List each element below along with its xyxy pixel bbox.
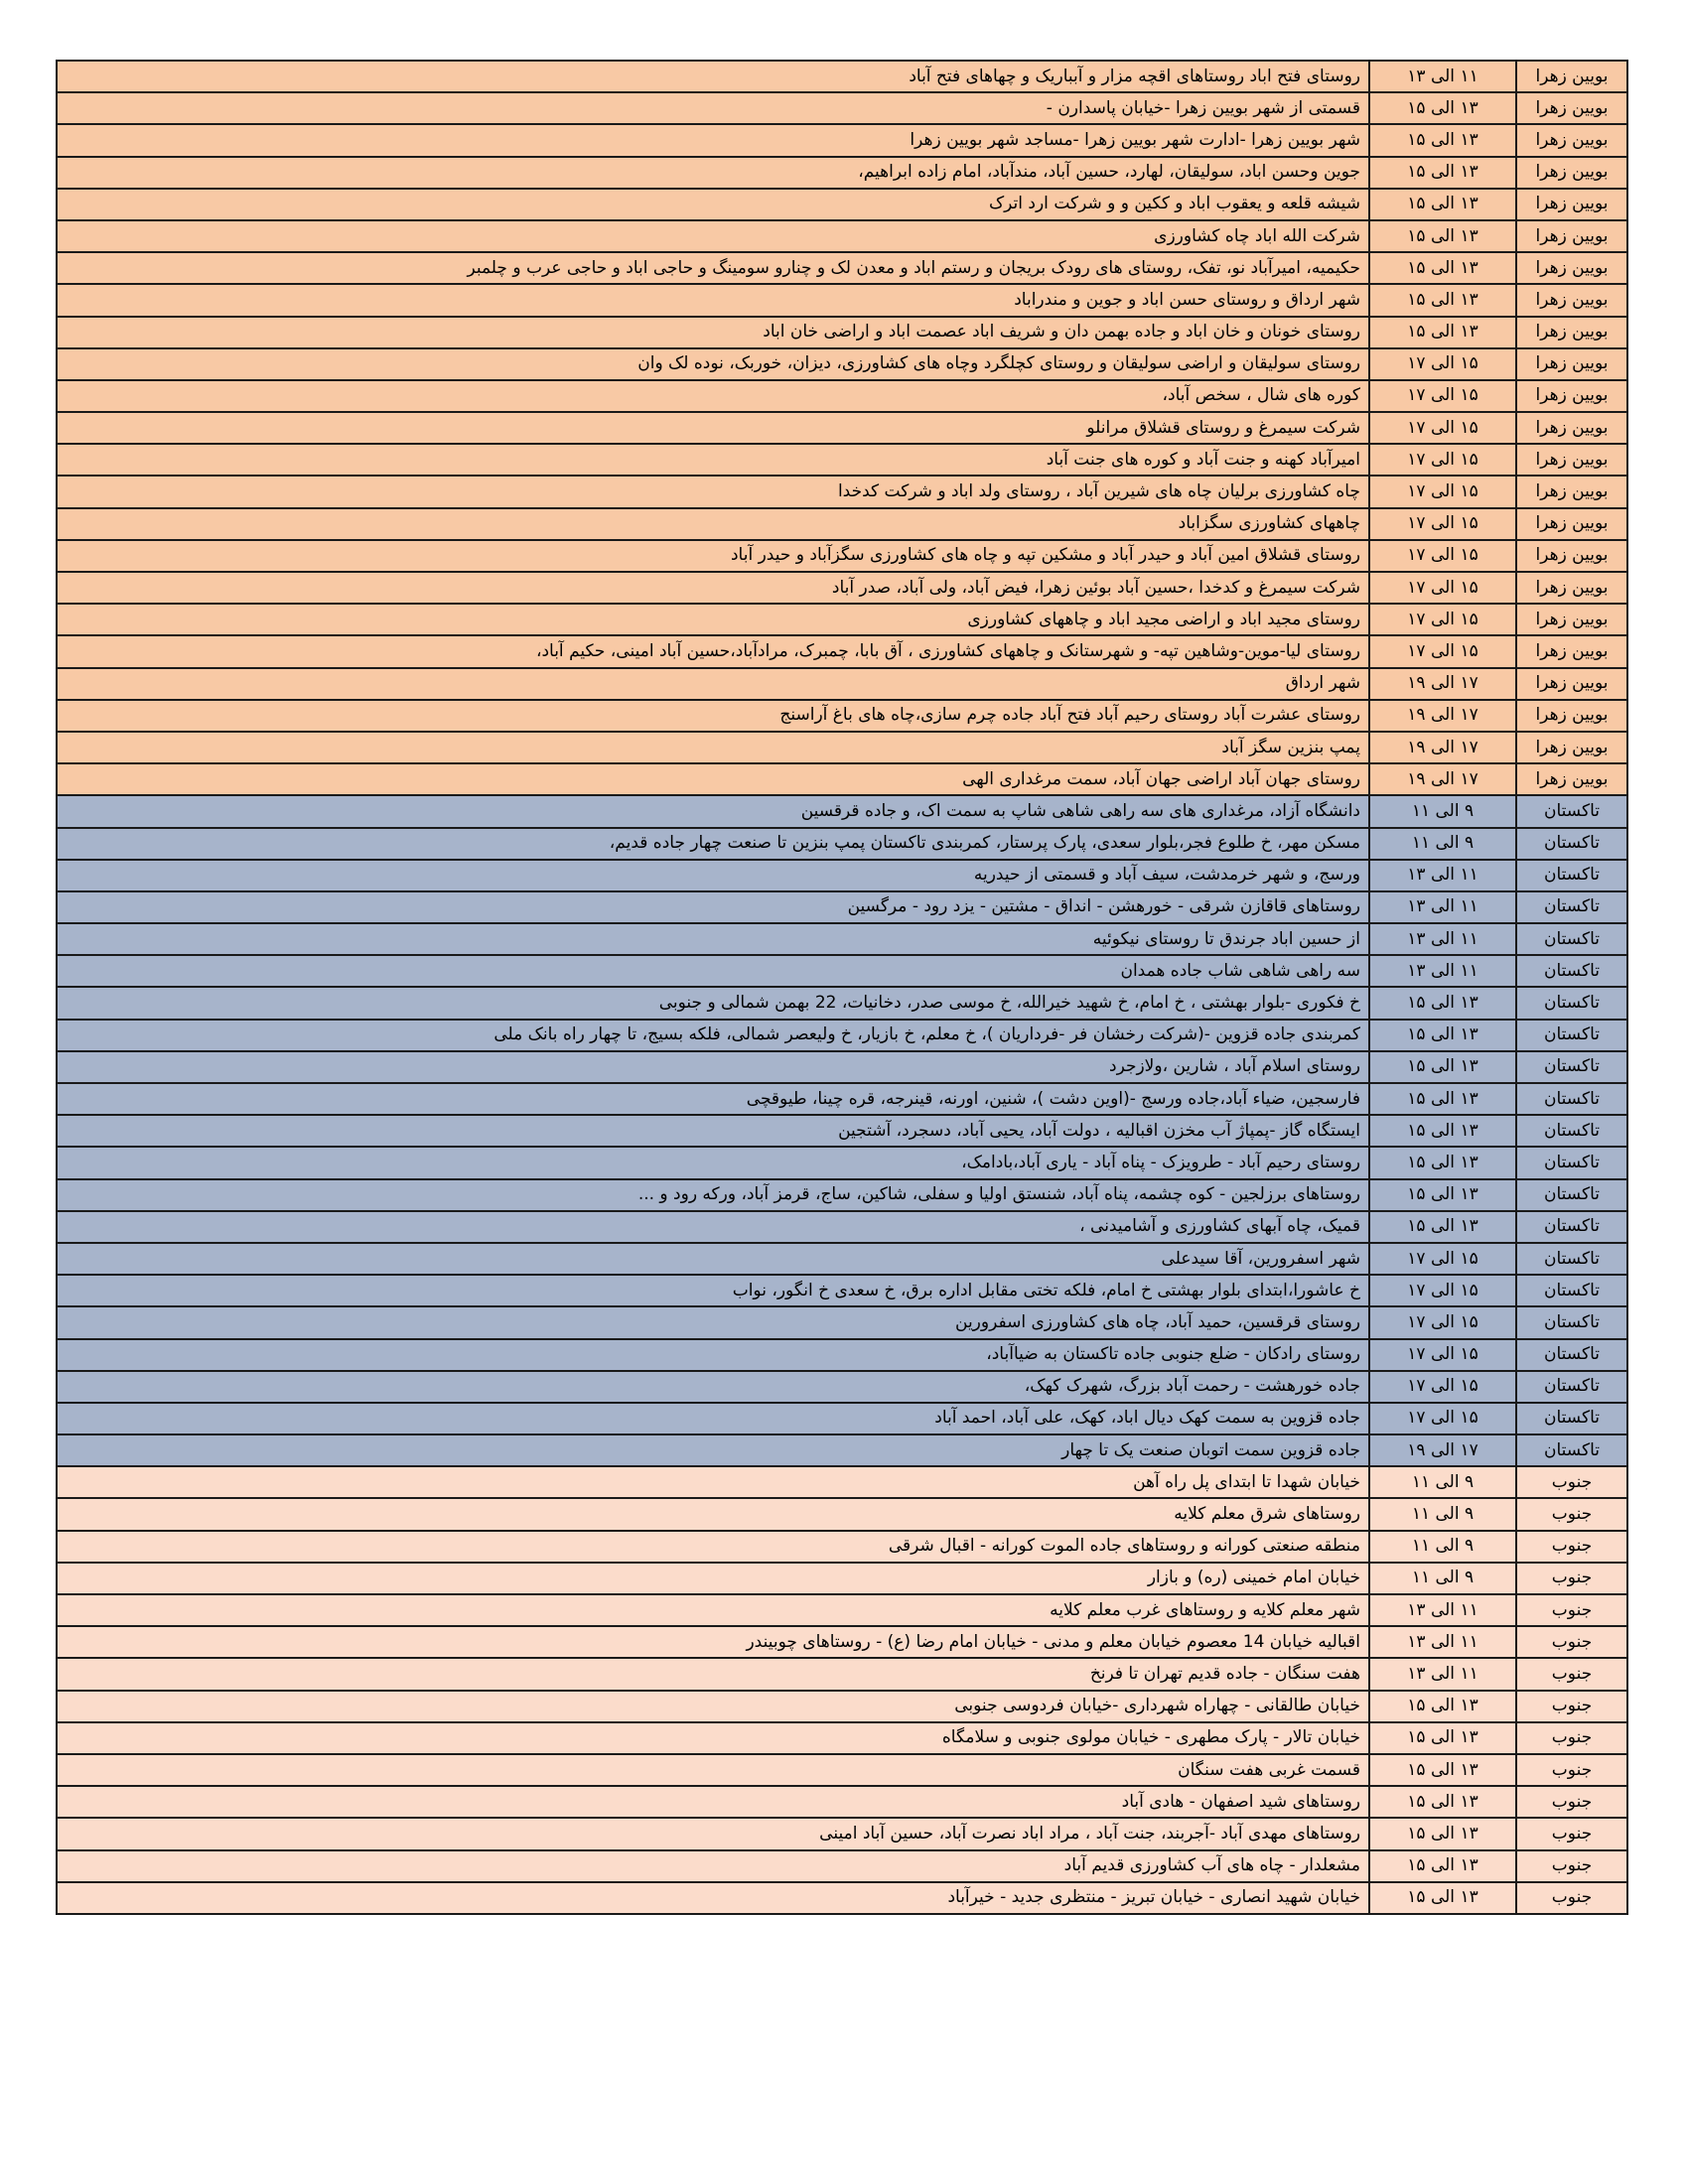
area-cell: جنوب (1516, 1850, 1627, 1882)
table-row (57, 508, 1627, 540)
area-cell: تاکستان (1516, 1147, 1627, 1178)
time-cell: ۱۵ الی ۱۷ (1369, 412, 1516, 444)
time-cell: ۹ الی ۱۱ (1369, 1563, 1516, 1594)
area-cell: بویین زهرا (1516, 604, 1627, 635)
time-cell: ۱۳ الی ۱۵ (1369, 1179, 1516, 1211)
location-cell: شرکت سیمرغ و کدخدا ،حسین آباد بوئین زهرا، فیض آباد، ولی آباد، صدر آباد (57, 572, 1369, 604)
time-cell: ۱۷ الی ۱۹ (1369, 700, 1516, 732)
time-cell: ۱۵ الی ۱۷ (1369, 540, 1516, 572)
area-cell: جنوب (1516, 1466, 1627, 1498)
table-row (57, 923, 1627, 955)
time-cell: ۹ الی ۱۱ (1369, 1466, 1516, 1498)
location-cell: شرکت الله اباد چاه کشاورزی (57, 220, 1369, 252)
location-cell: روستاهای برزلجین - کوه چشمه، پناه آباد، شنستق اولیا و سفلی، شاکین، ساج، قرمز آباد، ورکه رود و ... (57, 1179, 1369, 1211)
time-cell: ۱۱ الی ۱۳ (1369, 860, 1516, 891)
table-row (57, 124, 1627, 156)
table-row (57, 1434, 1627, 1466)
location-cell: حکیمیه، امیرآباد نو، تفک، روستای های رودک بریجان و رستم اباد و معدن لک و چنارو سومینگ و حاجی اباد و حاجی عرب و چلمبر (57, 252, 1369, 284)
time-cell: ۱۳ الی ۱۵ (1369, 189, 1516, 220)
location-cell: شهر ارداق و روستای حسن اباد و جوین و مندراباد (57, 284, 1369, 316)
area-cell: جنوب (1516, 1658, 1627, 1690)
time-cell: ۱۵ الی ۱۷ (1369, 380, 1516, 412)
location-cell: مشعلدار - چاه های آب کشاورزی قدیم آباد (57, 1850, 1369, 1882)
time-cell: ۱۷ الی ۱۹ (1369, 732, 1516, 763)
area-cell: بویین زهرا (1516, 572, 1627, 604)
area-cell: بویین زهرا (1516, 508, 1627, 540)
time-cell: ۱۳ الی ۱۵ (1369, 1850, 1516, 1882)
table-row (57, 220, 1627, 252)
table-row (57, 1211, 1627, 1243)
table-row (57, 284, 1627, 316)
table-row (57, 348, 1627, 380)
time-cell: ۱۳ الی ۱۵ (1369, 1020, 1516, 1051)
area-cell: جنوب (1516, 1882, 1627, 1914)
time-cell: ۱۳ الی ۱۵ (1369, 1786, 1516, 1818)
time-cell: ۱۷ الی ۱۹ (1369, 763, 1516, 795)
time-cell: ۱۷ الی ۱۹ (1369, 668, 1516, 700)
location-cell: چاههای کشاورزی سگزاباد (57, 508, 1369, 540)
location-cell: منطقه صنعتی کورانه و روستاهای جاده الموت کورانه - اقبال شرقی (57, 1531, 1369, 1563)
area-cell: تاکستان (1516, 1403, 1627, 1434)
location-cell: شرکت سیمرغ و روستای قشلاق مرانلو (57, 412, 1369, 444)
area-cell: تاکستان (1516, 860, 1627, 891)
area-cell: بویین زهرا (1516, 476, 1627, 507)
time-cell: ۱۵ الی ۱۷ (1369, 1339, 1516, 1371)
area-cell: بویین زهرا (1516, 668, 1627, 700)
location-cell: روستای خونان و خان اباد و جاده بهمن دان و شریف اباد عصمت اباد و اراضی خان اباد (57, 317, 1369, 348)
table-row (57, 1306, 1627, 1338)
location-cell: روستاهای شرق معلم کلایه (57, 1498, 1369, 1530)
location-cell: خ عاشورا،ابتدای بلوار بهشتی خ امام، فلکه تختی مقابل اداره برق، خ سعدی خ انگور، نواب (57, 1275, 1369, 1306)
time-cell: ۱۵ الی ۱۷ (1369, 476, 1516, 507)
table-row (57, 61, 1627, 92)
location-cell: خیابان تالار - پارک مطهری - خیابان مولوی جنوبی و سلامگاه (57, 1722, 1369, 1754)
area-cell: تاکستان (1516, 1211, 1627, 1243)
area-cell: بویین زهرا (1516, 635, 1627, 667)
location-cell: کوره های شال ، سخص آباد، (57, 380, 1369, 412)
location-cell: روستاهای مهدی آباد -آجربند، جنت آباد ، مراد اباد نصرت آباد، حسین آباد امینی (57, 1818, 1369, 1849)
location-cell: جاده خورهشت - رحمت آباد بزرگ، شهرک کهک، (57, 1371, 1369, 1403)
time-cell: ۱۵ الی ۱۷ (1369, 1371, 1516, 1403)
location-cell: روستاهای شید اصفهان - هادی آباد (57, 1786, 1369, 1818)
table-row (57, 1466, 1627, 1498)
table-row (57, 700, 1627, 732)
area-cell: بویین زهرا (1516, 92, 1627, 124)
time-cell: ۱۳ الی ۱۵ (1369, 1083, 1516, 1115)
location-cell: جوین وحسن اباد، سولیقان، لهارد، حسین آباد، مندآباد، امام زاده ابراهیم، (57, 157, 1369, 189)
area-cell: بویین زهرا (1516, 732, 1627, 763)
time-cell: ۱۵ الی ۱۷ (1369, 604, 1516, 635)
table-row (57, 1083, 1627, 1115)
location-cell: روستای مجید اباد و اراضی مجید اباد و چاههای کشاورزی (57, 604, 1369, 635)
time-cell: ۱۳ الی ۱۵ (1369, 220, 1516, 252)
area-cell: تاکستان (1516, 1083, 1627, 1115)
location-cell: روستای جهان آباد اراضی جهان آباد، سمت مرغداری الهی (57, 763, 1369, 795)
time-cell: ۱۵ الی ۱۷ (1369, 1243, 1516, 1275)
area-cell: بویین زهرا (1516, 124, 1627, 156)
time-cell: ۱۳ الی ۱۵ (1369, 1211, 1516, 1243)
table-row (57, 1882, 1627, 1914)
location-cell: خ فکوری -بلوار بهشتی ، خ امام، خ شهید خیرالله، خ موسی صدر، دخانیات، 22 بهمن شمالی و جنوبی (57, 987, 1369, 1019)
table-row (57, 1179, 1627, 1211)
table-row (57, 1818, 1627, 1849)
location-cell: امیرآباد کهنه و جنت آباد و کوره های جنت آباد (57, 444, 1369, 476)
time-cell: ۱۱ الی ۱۳ (1369, 955, 1516, 987)
time-cell: ۱۳ الی ۱۵ (1369, 124, 1516, 156)
time-cell: ۱۳ الی ۱۵ (1369, 1882, 1516, 1914)
location-cell: جاده قزوین سمت اتوبان صنعت یک تا چهار (57, 1434, 1369, 1466)
time-cell: ۱۳ الی ۱۵ (1369, 317, 1516, 348)
table-row (57, 1658, 1627, 1690)
area-cell: تاکستان (1516, 1275, 1627, 1306)
area-cell: بویین زهرا (1516, 380, 1627, 412)
area-cell: بویین زهرا (1516, 189, 1627, 220)
location-cell: قسمت غربی هفت سنگان (57, 1754, 1369, 1786)
area-cell: تاکستان (1516, 795, 1627, 827)
area-cell: تاکستان (1516, 828, 1627, 860)
location-cell: روستای اسلام آباد ، شارین ،ولازجرد (57, 1051, 1369, 1083)
table-row (57, 1243, 1627, 1275)
table-row (57, 635, 1627, 667)
table-row (57, 412, 1627, 444)
table-row (57, 1403, 1627, 1434)
location-cell: روستای سولیقان و اراضی سولیقان و روستای کچلگرد وچاه های کشاورزی، دیزان، خوربک، نوده لک وان (57, 348, 1369, 380)
area-cell: تاکستان (1516, 923, 1627, 955)
time-cell: ۱۵ الی ۱۷ (1369, 348, 1516, 380)
time-cell: ۱۳ الی ۱۵ (1369, 157, 1516, 189)
location-cell: دانشگاه آزاد، مرغداری های سه راهی شاهی شاپ به سمت اک، و جاده قرقسین (57, 795, 1369, 827)
area-cell: تاکستان (1516, 891, 1627, 923)
table-row (57, 444, 1627, 476)
table-row (57, 1594, 1627, 1626)
location-cell: خیابان شهید انصاری - خیابان تبریز - منتظری جدید - خیرآباد (57, 1882, 1369, 1914)
area-cell: جنوب (1516, 1691, 1627, 1722)
area-cell: بویین زهرا (1516, 412, 1627, 444)
time-cell: ۹ الی ۱۱ (1369, 1531, 1516, 1563)
table-row (57, 476, 1627, 507)
table-row (57, 860, 1627, 891)
area-cell: بویین زهرا (1516, 700, 1627, 732)
table-row (57, 380, 1627, 412)
table-row (57, 732, 1627, 763)
area-cell: جنوب (1516, 1498, 1627, 1530)
table-row (57, 1020, 1627, 1051)
area-cell: بویین زهرا (1516, 540, 1627, 572)
table-row (57, 891, 1627, 923)
location-cell: خیابان شهدا تا ابتدای پل راه آهن (57, 1466, 1369, 1498)
area-cell: بویین زهرا (1516, 284, 1627, 316)
time-cell: ۱۳ الی ۱۵ (1369, 1691, 1516, 1722)
location-cell: سه راهی شاهی شاب جاده همدان (57, 955, 1369, 987)
time-cell: ۱۳ الی ۱۵ (1369, 284, 1516, 316)
location-cell: خیابان امام خمینی (ره) و بازار (57, 1563, 1369, 1594)
table-row (57, 252, 1627, 284)
time-cell: ۱۳ الی ۱۵ (1369, 1722, 1516, 1754)
time-cell: ۱۵ الی ۱۷ (1369, 508, 1516, 540)
table-row (57, 1371, 1627, 1403)
area-cell: بویین زهرا (1516, 61, 1627, 92)
table-row (57, 572, 1627, 604)
table-row (57, 317, 1627, 348)
time-cell: ۱۵ الی ۱۷ (1369, 572, 1516, 604)
location-cell: از حسین اباد جرندق تا روستای نیکوئیه (57, 923, 1369, 955)
area-cell: بویین زهرا (1516, 317, 1627, 348)
area-cell: بویین زهرا (1516, 348, 1627, 380)
time-cell: ۱۳ الی ۱۵ (1369, 1051, 1516, 1083)
location-cell: اقبالیه خیابان 14 معصوم خیابان معلم و مدنی - خیابان امام رضا (ع) - روستاهای چوبیندر (57, 1626, 1369, 1658)
location-cell: روستای قرقسین، حمید آباد، چاه های کشاورزی اسفرورین (57, 1306, 1369, 1338)
area-cell: جنوب (1516, 1722, 1627, 1754)
area-cell: تاکستان (1516, 1020, 1627, 1051)
table-row (57, 1754, 1627, 1786)
location-cell: مسکن مهر، خ طلوع فجر،بلوار سعدی، پارک پرستار، کمربندی تاکستان پمپ بنزین تا صنعت چهار جاده قدیم، (57, 828, 1369, 860)
location-cell: کمربندی جاده قزوین -(شرکت رخشان فر -فرداریان )، خ معلم، خ بازیار، خ ولیعصر شمالی، فلکه بسیج، تا چهار راه بانک ملی (57, 1020, 1369, 1051)
location-cell: قسمتی از شهر بویین زهرا -خیابان پاسدارن - (57, 92, 1369, 124)
table-row (57, 157, 1627, 189)
table-row (57, 1563, 1627, 1594)
area-cell: بویین زهرا (1516, 252, 1627, 284)
table-row (57, 189, 1627, 220)
location-cell: پمپ بنزین سگز آباد (57, 732, 1369, 763)
area-cell: جنوب (1516, 1563, 1627, 1594)
time-cell: ۱۳ الی ۱۵ (1369, 987, 1516, 1019)
area-cell: بویین زهرا (1516, 157, 1627, 189)
time-cell: ۹ الی ۱۱ (1369, 795, 1516, 827)
location-cell: روستای رحیم آباد - طرویزک - پناه آباد - یاری آباد،بادامک، (57, 1147, 1369, 1178)
area-cell: تاکستان (1516, 1434, 1627, 1466)
table-row (57, 1626, 1627, 1658)
table-row (57, 1339, 1627, 1371)
time-cell: ۱۵ الی ۱۷ (1369, 1275, 1516, 1306)
time-cell: ۱۱ الی ۱۳ (1369, 61, 1516, 92)
location-cell: شهر بویین زهرا -ادارت شهر بویین زهرا -مساجد شهر بویین زهرا (57, 124, 1369, 156)
area-cell: تاکستان (1516, 1115, 1627, 1147)
location-cell: شیشه قلعه و یعقوب اباد و ککین و و شرکت ارد اترک (57, 189, 1369, 220)
time-cell: ۹ الی ۱۱ (1369, 828, 1516, 860)
location-cell: قمیک، چاه آبهای کشاورزی و آشامیدنی ، (57, 1211, 1369, 1243)
time-cell: ۱۵ الی ۱۷ (1369, 1306, 1516, 1338)
table-row (57, 604, 1627, 635)
time-cell: ۱۵ الی ۱۷ (1369, 1403, 1516, 1434)
location-cell: جاده قزوین به سمت کهک دیال اباد، کهک، علی آباد، احمد آباد (57, 1403, 1369, 1434)
table-row (57, 1051, 1627, 1083)
time-cell: ۱۳ الی ۱۵ (1369, 252, 1516, 284)
time-cell: ۱۷ الی ۱۹ (1369, 1434, 1516, 1466)
table-row (57, 795, 1627, 827)
table-row (57, 955, 1627, 987)
area-cell: تاکستان (1516, 1179, 1627, 1211)
location-cell: هفت سنگان - جاده قدیم تهران تا فرنخ (57, 1658, 1369, 1690)
time-cell: ۱۳ الی ۱۵ (1369, 1147, 1516, 1178)
table-row (57, 1786, 1627, 1818)
table-row (57, 1147, 1627, 1178)
area-cell: جنوب (1516, 1786, 1627, 1818)
time-cell: ۱۵ الی ۱۷ (1369, 635, 1516, 667)
area-cell: تاکستان (1516, 1371, 1627, 1403)
time-cell: ۱۱ الی ۱۳ (1369, 1626, 1516, 1658)
location-cell: فارسجین، ضیاء آباد،جاده ورسج -(اوین دشت )، شنین، اورنه، قینرجه، قره چینا، طیوقچی (57, 1083, 1369, 1115)
location-cell: روستای لیا-موین-وشاهین تپه- و شهرستانک و چاههای کشاورزی ، آق بابا، چمبرک، مرادآباد،حسین آباد امینی، حکیم آباد، (57, 635, 1369, 667)
location-cell: چاه کشاورزی برلیان چاه های شیرین آباد ، روستای ولد اباد و شرکت کدخدا (57, 476, 1369, 507)
area-cell: تاکستان (1516, 1051, 1627, 1083)
area-cell: جنوب (1516, 1626, 1627, 1658)
outage-schedule-table (56, 60, 1628, 1915)
location-cell: خیابان طالقانی - چهاراه شهرداری -خیابان فردوسی جنوبی (57, 1691, 1369, 1722)
time-cell: ۱۳ الی ۱۵ (1369, 1818, 1516, 1849)
table-row (57, 1115, 1627, 1147)
location-cell: روستاهای قاقازن شرقی - خورهشن - انداق - مشتین - یزد رود - مرگسین (57, 891, 1369, 923)
area-cell: تاکستان (1516, 1339, 1627, 1371)
area-cell: بویین زهرا (1516, 444, 1627, 476)
time-cell: ۱۱ الی ۱۳ (1369, 891, 1516, 923)
area-cell: جنوب (1516, 1818, 1627, 1849)
location-cell: روستای عشرت آباد روستای رحیم آباد فتح آباد جاده چرم سازی،چاه های باغ آراسنج (57, 700, 1369, 732)
table-body (57, 61, 1627, 1914)
table-row (57, 828, 1627, 860)
time-cell: ۱۳ الی ۱۵ (1369, 1754, 1516, 1786)
table-row (57, 1691, 1627, 1722)
time-cell: ۱۳ الی ۱۵ (1369, 92, 1516, 124)
location-cell: شهر ارداق (57, 668, 1369, 700)
time-cell: ۱۱ الی ۱۳ (1369, 923, 1516, 955)
table-row (57, 1850, 1627, 1882)
table-row (57, 92, 1627, 124)
location-cell: شهر معلم کلایه و روستاهای غرب معلم کلایه (57, 1594, 1369, 1626)
time-cell: ۱۵ الی ۱۷ (1369, 444, 1516, 476)
location-cell: ورسج، و شهر خرمدشت، سیف آباد و قسمتی از حیدریه (57, 860, 1369, 891)
table-row (57, 668, 1627, 700)
area-cell: تاکستان (1516, 955, 1627, 987)
area-cell: جنوب (1516, 1531, 1627, 1563)
table-row (57, 763, 1627, 795)
area-cell: تاکستان (1516, 987, 1627, 1019)
area-cell: تاکستان (1516, 1306, 1627, 1338)
table-row (57, 1275, 1627, 1306)
time-cell: ۱۱ الی ۱۳ (1369, 1594, 1516, 1626)
time-cell: ۱۱ الی ۱۳ (1369, 1658, 1516, 1690)
area-cell: بویین زهرا (1516, 220, 1627, 252)
table-row (57, 1498, 1627, 1530)
time-cell: ۹ الی ۱۱ (1369, 1498, 1516, 1530)
table-row (57, 540, 1627, 572)
area-cell: بویین زهرا (1516, 763, 1627, 795)
area-cell: تاکستان (1516, 1243, 1627, 1275)
location-cell: روستای فتح اباد روستاهای اقچه مزار و آبباریک و چهاهای فتح آباد (57, 61, 1369, 92)
table-row (57, 1531, 1627, 1563)
area-cell: جنوب (1516, 1754, 1627, 1786)
location-cell: روستای قشلاق امین آباد و حیدر آباد و مشکین تپه و چاه های کشاورزی سگزآباد و حیدر آباد (57, 540, 1369, 572)
table-row (57, 1722, 1627, 1754)
location-cell: شهر اسفرورین، آقا سیدعلی (57, 1243, 1369, 1275)
location-cell: ایستگاه گاز -پمپاژ آب مخزن اقبالیه ، دولت آباد، یحیی آباد، دسجرد، آشتجین (57, 1115, 1369, 1147)
table-row (57, 987, 1627, 1019)
time-cell: ۱۳ الی ۱۵ (1369, 1115, 1516, 1147)
area-cell: جنوب (1516, 1594, 1627, 1626)
location-cell: روستای رادکان - ضلع جنوبی جاده تاکستان به ضیاآباد، (57, 1339, 1369, 1371)
